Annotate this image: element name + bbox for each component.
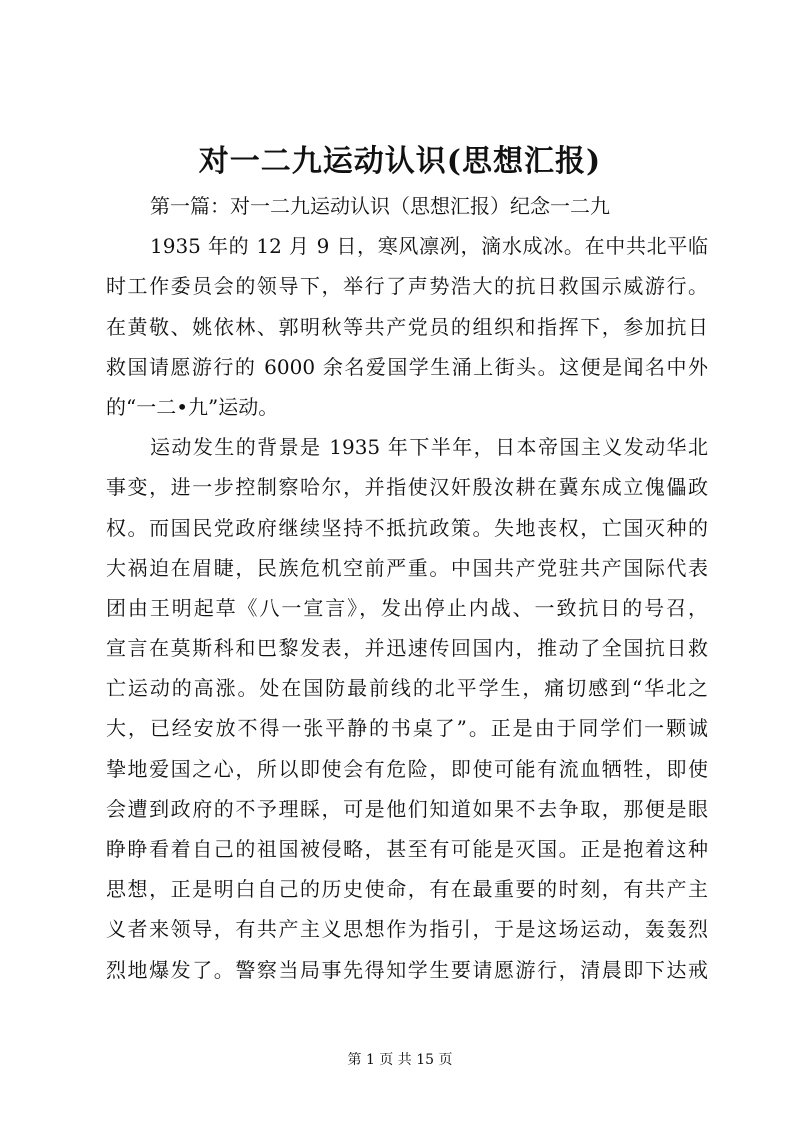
paragraph-line: 在黄敬、姚依林、郭明秋等共产党员的组织和指挥下，参加抗日 xyxy=(106,314,708,339)
paragraph-line: 时工作委员会的领导下，举行了声势浩大的抗日救国示威游行。 xyxy=(106,274,708,299)
paragraph-line: 大祸迫在眉睫，民族危机空前严重。中国共产党驻共产国际代表 xyxy=(106,555,708,580)
paragraph-line: 1935 年的 12 月 9 日，寒风凛冽，滴水成冰。在中共北平临 xyxy=(150,234,708,259)
paragraph-line: 义者来领导，有共产主义思想作为指引，于是这场运动，轰轰烈 xyxy=(106,917,708,942)
paragraph-line: 会遭到政府的不予理睬，可是他们知道如果不去争取，那便是眼 xyxy=(106,796,708,821)
paragraph-line: 运动发生的背景是 1935 年下半年，日本帝国主义发动华北 xyxy=(150,435,708,460)
paragraph-line: 大，已经安放不得一张平静的书桌了”。正是由于同学们一颗诚 xyxy=(106,716,708,741)
paragraph-line: 救国请愿游行的 6000 余名爱国学生涌上街头。这便是闻名中外 xyxy=(106,354,708,379)
paragraph-line: 团由王明起草《八一宣言》，发出停止内战、一致抗日的号召， xyxy=(106,595,708,620)
paragraph-line: 事变，进一步控制察哈尔，并指使汉奸殷汝耕在冀东成立傀儡政 xyxy=(106,475,708,500)
paragraph-line: 的“一二•九”运动。 xyxy=(106,394,279,419)
paragraph-line: 思想，正是明白自己的历史使命，有在最重要的时刻，有共产主 xyxy=(106,877,708,902)
subtitle-line: 第一篇：对一二九运动认识（思想汇报）纪念一二九 xyxy=(150,194,610,218)
paragraph-line: 权。而国民党政府继续坚持不抵抗政策。失地丧权，亡国灭种的 xyxy=(106,515,708,540)
paragraph-line: 挚地爱国之心，所以即使会有危险，即使可能有流血牺牲，即使 xyxy=(106,756,708,781)
paragraph-line: 烈地爆发了。警察当局事先得知学生要请愿游行，清晨即下达戒 xyxy=(106,957,708,982)
paragraph-line: 睁睁看着自己的祖国被侵略，甚至有可能是灭国。正是抱着这种 xyxy=(106,837,708,861)
page-footer: 第 1 页 共 15 页 xyxy=(347,1052,453,1068)
page-title: 对一二九运动认识(思想汇报) xyxy=(198,144,602,179)
paragraph-line: 宣言在莫斯科和巴黎发表，并迅速传回国内，推动了全国抗日救 xyxy=(106,636,708,661)
paragraph-line: 亡运动的高涨。处在国防最前线的北平学生，痛切感到“华北之 xyxy=(106,676,708,701)
document-body xyxy=(106,186,708,990)
